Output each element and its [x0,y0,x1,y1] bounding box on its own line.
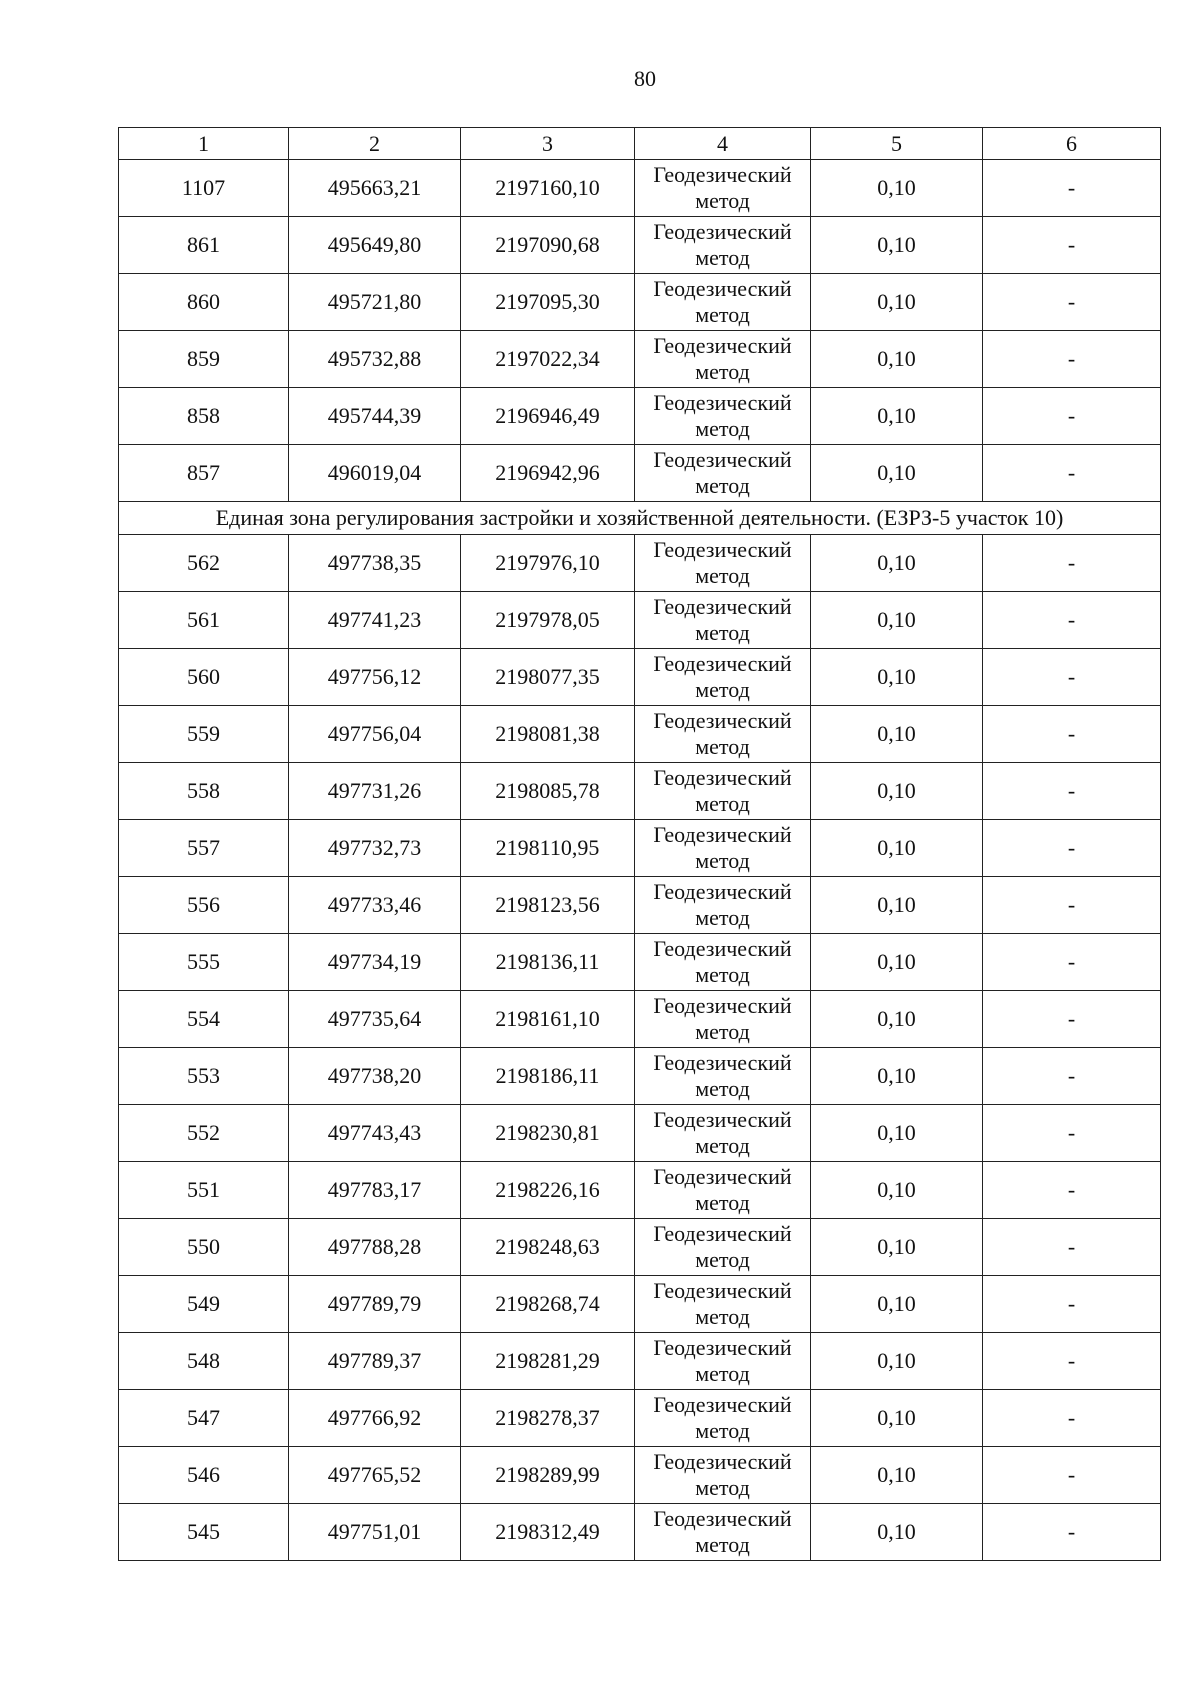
method-cell [635,217,811,274]
method-cell [635,1219,811,1276]
accuracy-cell: 0,10 [811,217,983,274]
note-cell: - [983,1333,1161,1390]
y-coordinate-cell: 2197022,34 [461,331,635,388]
method-line-1: Геодезический [653,879,792,904]
y-coordinate-cell: 2198186,11 [461,1048,635,1105]
method-cell [635,649,811,706]
method-cell [635,820,811,877]
point-number-cell: 546 [119,1447,289,1504]
table-row [119,274,1161,331]
section-row [119,502,1161,535]
x-coordinate-cell: 495721,80 [289,274,461,331]
table-row [119,706,1161,763]
note-cell: - [983,1105,1161,1162]
point-number-cell: 547 [119,1390,289,1447]
x-coordinate-cell: 497751,01 [289,1504,461,1561]
y-coordinate-cell: 2196942,96 [461,445,635,502]
column-header: 1 [119,128,289,160]
method-line-1: Геодезический [653,936,792,961]
accuracy-cell: 0,10 [811,934,983,991]
table-row [119,592,1161,649]
table-row [119,649,1161,706]
method-line-2: метод [695,791,750,816]
method-line-1: Геодезический [653,1506,792,1531]
accuracy-cell: 0,10 [811,388,983,445]
method-line-2: метод [695,1304,750,1329]
point-number-cell: 1107 [119,160,289,217]
note-cell: - [983,1162,1161,1219]
method-cell [635,1276,811,1333]
point-number-cell: 857 [119,445,289,502]
y-coordinate-cell: 2198289,99 [461,1447,635,1504]
method-cell [635,1105,811,1162]
note-cell: - [983,217,1161,274]
table-row [119,1276,1161,1333]
x-coordinate-cell: 497738,35 [289,535,461,592]
note-cell: - [983,763,1161,820]
y-coordinate-cell: 2198312,49 [461,1504,635,1561]
y-coordinate-cell: 2198281,29 [461,1333,635,1390]
note-cell: - [983,1504,1161,1561]
method-cell [635,160,811,217]
method-cell [635,877,811,934]
method-line-1: Геодезический [653,708,792,733]
table-row [119,388,1161,445]
table-row [119,1105,1161,1162]
accuracy-cell: 0,10 [811,820,983,877]
table-row [119,445,1161,502]
y-coordinate-cell: 2197160,10 [461,160,635,217]
method-line-1: Геодезический [653,993,792,1018]
point-number-cell: 557 [119,820,289,877]
x-coordinate-cell: 495649,80 [289,217,461,274]
table-row [119,1390,1161,1447]
table-body [119,160,1161,1561]
table-header [119,128,1161,160]
coordinates-table [118,127,1161,1561]
method-line-1: Геодезический [653,1392,792,1417]
table-row [119,991,1161,1048]
method-line-1: Геодезический [653,162,792,187]
note-cell: - [983,535,1161,592]
note-cell: - [983,820,1161,877]
method-line-1: Геодезический [653,390,792,415]
x-coordinate-cell: 495732,88 [289,331,461,388]
method-line-1: Геодезический [653,1107,792,1132]
table-row [119,1219,1161,1276]
method-line-1: Геодезический [653,651,792,676]
accuracy-cell: 0,10 [811,274,983,331]
y-coordinate-cell: 2196946,49 [461,388,635,445]
y-coordinate-cell: 2197976,10 [461,535,635,592]
method-line-1: Геодезический [653,1278,792,1303]
point-number-cell: 552 [119,1105,289,1162]
method-line-2: метод [695,245,750,270]
y-coordinate-cell: 2198123,56 [461,877,635,934]
method-line-2: метод [695,563,750,588]
table-row [119,535,1161,592]
note-cell: - [983,1276,1161,1333]
x-coordinate-cell: 497788,28 [289,1219,461,1276]
method-line-1: Геодезический [653,822,792,847]
method-line-2: метод [695,416,750,441]
accuracy-cell: 0,10 [811,160,983,217]
table-row [119,877,1161,934]
accuracy-cell: 0,10 [811,1504,983,1561]
method-line-1: Геодезический [653,1050,792,1075]
method-line-1: Геодезический [653,594,792,619]
method-line-1: Геодезический [653,333,792,358]
table-row [119,1162,1161,1219]
page-number: 80 [634,66,656,91]
x-coordinate-cell: 496019,04 [289,445,461,502]
point-number-cell: 861 [119,217,289,274]
method-line-1: Геодезический [653,1335,792,1360]
method-cell [635,1048,811,1105]
method-line-1: Геодезический [653,276,792,301]
y-coordinate-cell: 2198248,63 [461,1219,635,1276]
note-cell: - [983,1219,1161,1276]
accuracy-cell: 0,10 [811,1447,983,1504]
table-row [119,763,1161,820]
method-cell [635,763,811,820]
method-cell [635,1390,811,1447]
y-coordinate-cell: 2198268,74 [461,1276,635,1333]
method-cell [635,388,811,445]
note-cell: - [983,877,1161,934]
point-number-cell: 556 [119,877,289,934]
point-number-cell: 560 [119,649,289,706]
method-line-2: метод [695,1361,750,1386]
note-cell: - [983,991,1161,1048]
note-cell: - [983,1048,1161,1105]
x-coordinate-cell: 497743,43 [289,1105,461,1162]
point-number-cell: 859 [119,331,289,388]
x-coordinate-cell: 497789,37 [289,1333,461,1390]
point-number-cell: 562 [119,535,289,592]
accuracy-cell: 0,10 [811,1219,983,1276]
table-row [119,1048,1161,1105]
method-line-1: Геодезический [653,1449,792,1474]
method-cell [635,1333,811,1390]
table-row [119,331,1161,388]
table-row [119,160,1161,217]
note-cell: - [983,706,1161,763]
x-coordinate-cell: 497765,52 [289,1447,461,1504]
y-coordinate-cell: 2197090,68 [461,217,635,274]
accuracy-cell: 0,10 [811,877,983,934]
x-coordinate-cell: 497732,73 [289,820,461,877]
table-row [119,217,1161,274]
method-line-1: Геодезический [653,447,792,472]
y-coordinate-cell: 2198161,10 [461,991,635,1048]
x-coordinate-cell: 497738,20 [289,1048,461,1105]
y-coordinate-cell: 2198081,38 [461,706,635,763]
point-number-cell: 860 [119,274,289,331]
note-cell: - [983,445,1161,502]
accuracy-cell: 0,10 [811,763,983,820]
accuracy-cell: 0,10 [811,1333,983,1390]
section-title: Единая зона регулирования застройки и хозяйственной деятельности. (ЕЗРЗ-5 участок 10) [119,502,1161,535]
point-number-cell: 558 [119,763,289,820]
x-coordinate-cell: 497766,92 [289,1390,461,1447]
method-cell [635,274,811,331]
method-cell [635,535,811,592]
point-number-cell: 550 [119,1219,289,1276]
x-coordinate-cell: 497789,79 [289,1276,461,1333]
table-row [119,1333,1161,1390]
point-number-cell: 858 [119,388,289,445]
method-line-2: метод [695,1418,750,1443]
note-cell: - [983,934,1161,991]
column-header: 5 [811,128,983,160]
method-cell [635,934,811,991]
y-coordinate-cell: 2198136,11 [461,934,635,991]
accuracy-cell: 0,10 [811,535,983,592]
point-number-cell: 548 [119,1333,289,1390]
accuracy-cell: 0,10 [811,1162,983,1219]
note-cell: - [983,649,1161,706]
accuracy-cell: 0,10 [811,706,983,763]
x-coordinate-cell: 497735,64 [289,991,461,1048]
accuracy-cell: 0,10 [811,592,983,649]
x-coordinate-cell: 497731,26 [289,763,461,820]
method-cell [635,592,811,649]
table-row [119,1447,1161,1504]
method-cell [635,1447,811,1504]
point-number-cell: 553 [119,1048,289,1105]
note-cell: - [983,1447,1161,1504]
method-line-2: метод [695,1076,750,1101]
method-line-2: метод [695,302,750,327]
point-number-cell: 559 [119,706,289,763]
method-line-2: метод [695,962,750,987]
method-cell [635,706,811,763]
y-coordinate-cell: 2198278,37 [461,1390,635,1447]
method-line-2: метод [695,848,750,873]
note-cell: - [983,160,1161,217]
method-cell [635,991,811,1048]
method-line-1: Геодезический [653,1164,792,1189]
method-cell [635,445,811,502]
x-coordinate-cell: 495663,21 [289,160,461,217]
y-coordinate-cell: 2198110,95 [461,820,635,877]
note-cell: - [983,1390,1161,1447]
accuracy-cell: 0,10 [811,1276,983,1333]
method-line-2: метод [695,1247,750,1272]
note-cell: - [983,331,1161,388]
x-coordinate-cell: 497756,12 [289,649,461,706]
method-line-2: метод [695,1190,750,1215]
y-coordinate-cell: 2197978,05 [461,592,635,649]
accuracy-cell: 0,10 [811,991,983,1048]
point-number-cell: 561 [119,592,289,649]
x-coordinate-cell: 497741,23 [289,592,461,649]
table-row [119,1504,1161,1561]
x-coordinate-cell: 497734,19 [289,934,461,991]
method-line-2: метод [695,734,750,759]
table-row [119,934,1161,991]
point-number-cell: 551 [119,1162,289,1219]
note-cell: - [983,592,1161,649]
method-line-2: метод [695,677,750,702]
method-line-1: Геодезический [653,1221,792,1246]
method-line-2: метод [695,1532,750,1557]
y-coordinate-cell: 2198226,16 [461,1162,635,1219]
method-cell [635,1504,811,1561]
x-coordinate-cell: 497783,17 [289,1162,461,1219]
point-number-cell: 555 [119,934,289,991]
y-coordinate-cell: 2198077,35 [461,649,635,706]
accuracy-cell: 0,10 [811,1048,983,1105]
accuracy-cell: 0,10 [811,1105,983,1162]
column-header: 4 [635,128,811,160]
accuracy-cell: 0,10 [811,331,983,388]
note-cell: - [983,274,1161,331]
column-header: 2 [289,128,461,160]
method-line-2: метод [695,473,750,498]
x-coordinate-cell: 495744,39 [289,388,461,445]
table-row [119,820,1161,877]
method-line-2: метод [695,1019,750,1044]
y-coordinate-cell: 2198230,81 [461,1105,635,1162]
method-cell [635,331,811,388]
column-header: 6 [983,128,1161,160]
y-coordinate-cell: 2197095,30 [461,274,635,331]
x-coordinate-cell: 497756,04 [289,706,461,763]
method-line-2: метод [695,188,750,213]
point-number-cell: 545 [119,1504,289,1561]
method-line-2: метод [695,359,750,384]
point-number-cell: 549 [119,1276,289,1333]
method-cell [635,1162,811,1219]
accuracy-cell: 0,10 [811,649,983,706]
x-coordinate-cell: 497733,46 [289,877,461,934]
y-coordinate-cell: 2198085,78 [461,763,635,820]
accuracy-cell: 0,10 [811,1390,983,1447]
method-line-2: метод [695,1133,750,1158]
method-line-2: метод [695,620,750,645]
header-row [119,128,1161,160]
point-number-cell: 554 [119,991,289,1048]
column-header: 3 [461,128,635,160]
note-cell: - [983,388,1161,445]
method-line-2: метод [695,1475,750,1500]
accuracy-cell: 0,10 [811,445,983,502]
method-line-1: Геодезический [653,537,792,562]
method-line-1: Геодезический [653,219,792,244]
method-line-1: Геодезический [653,765,792,790]
method-line-2: метод [695,905,750,930]
